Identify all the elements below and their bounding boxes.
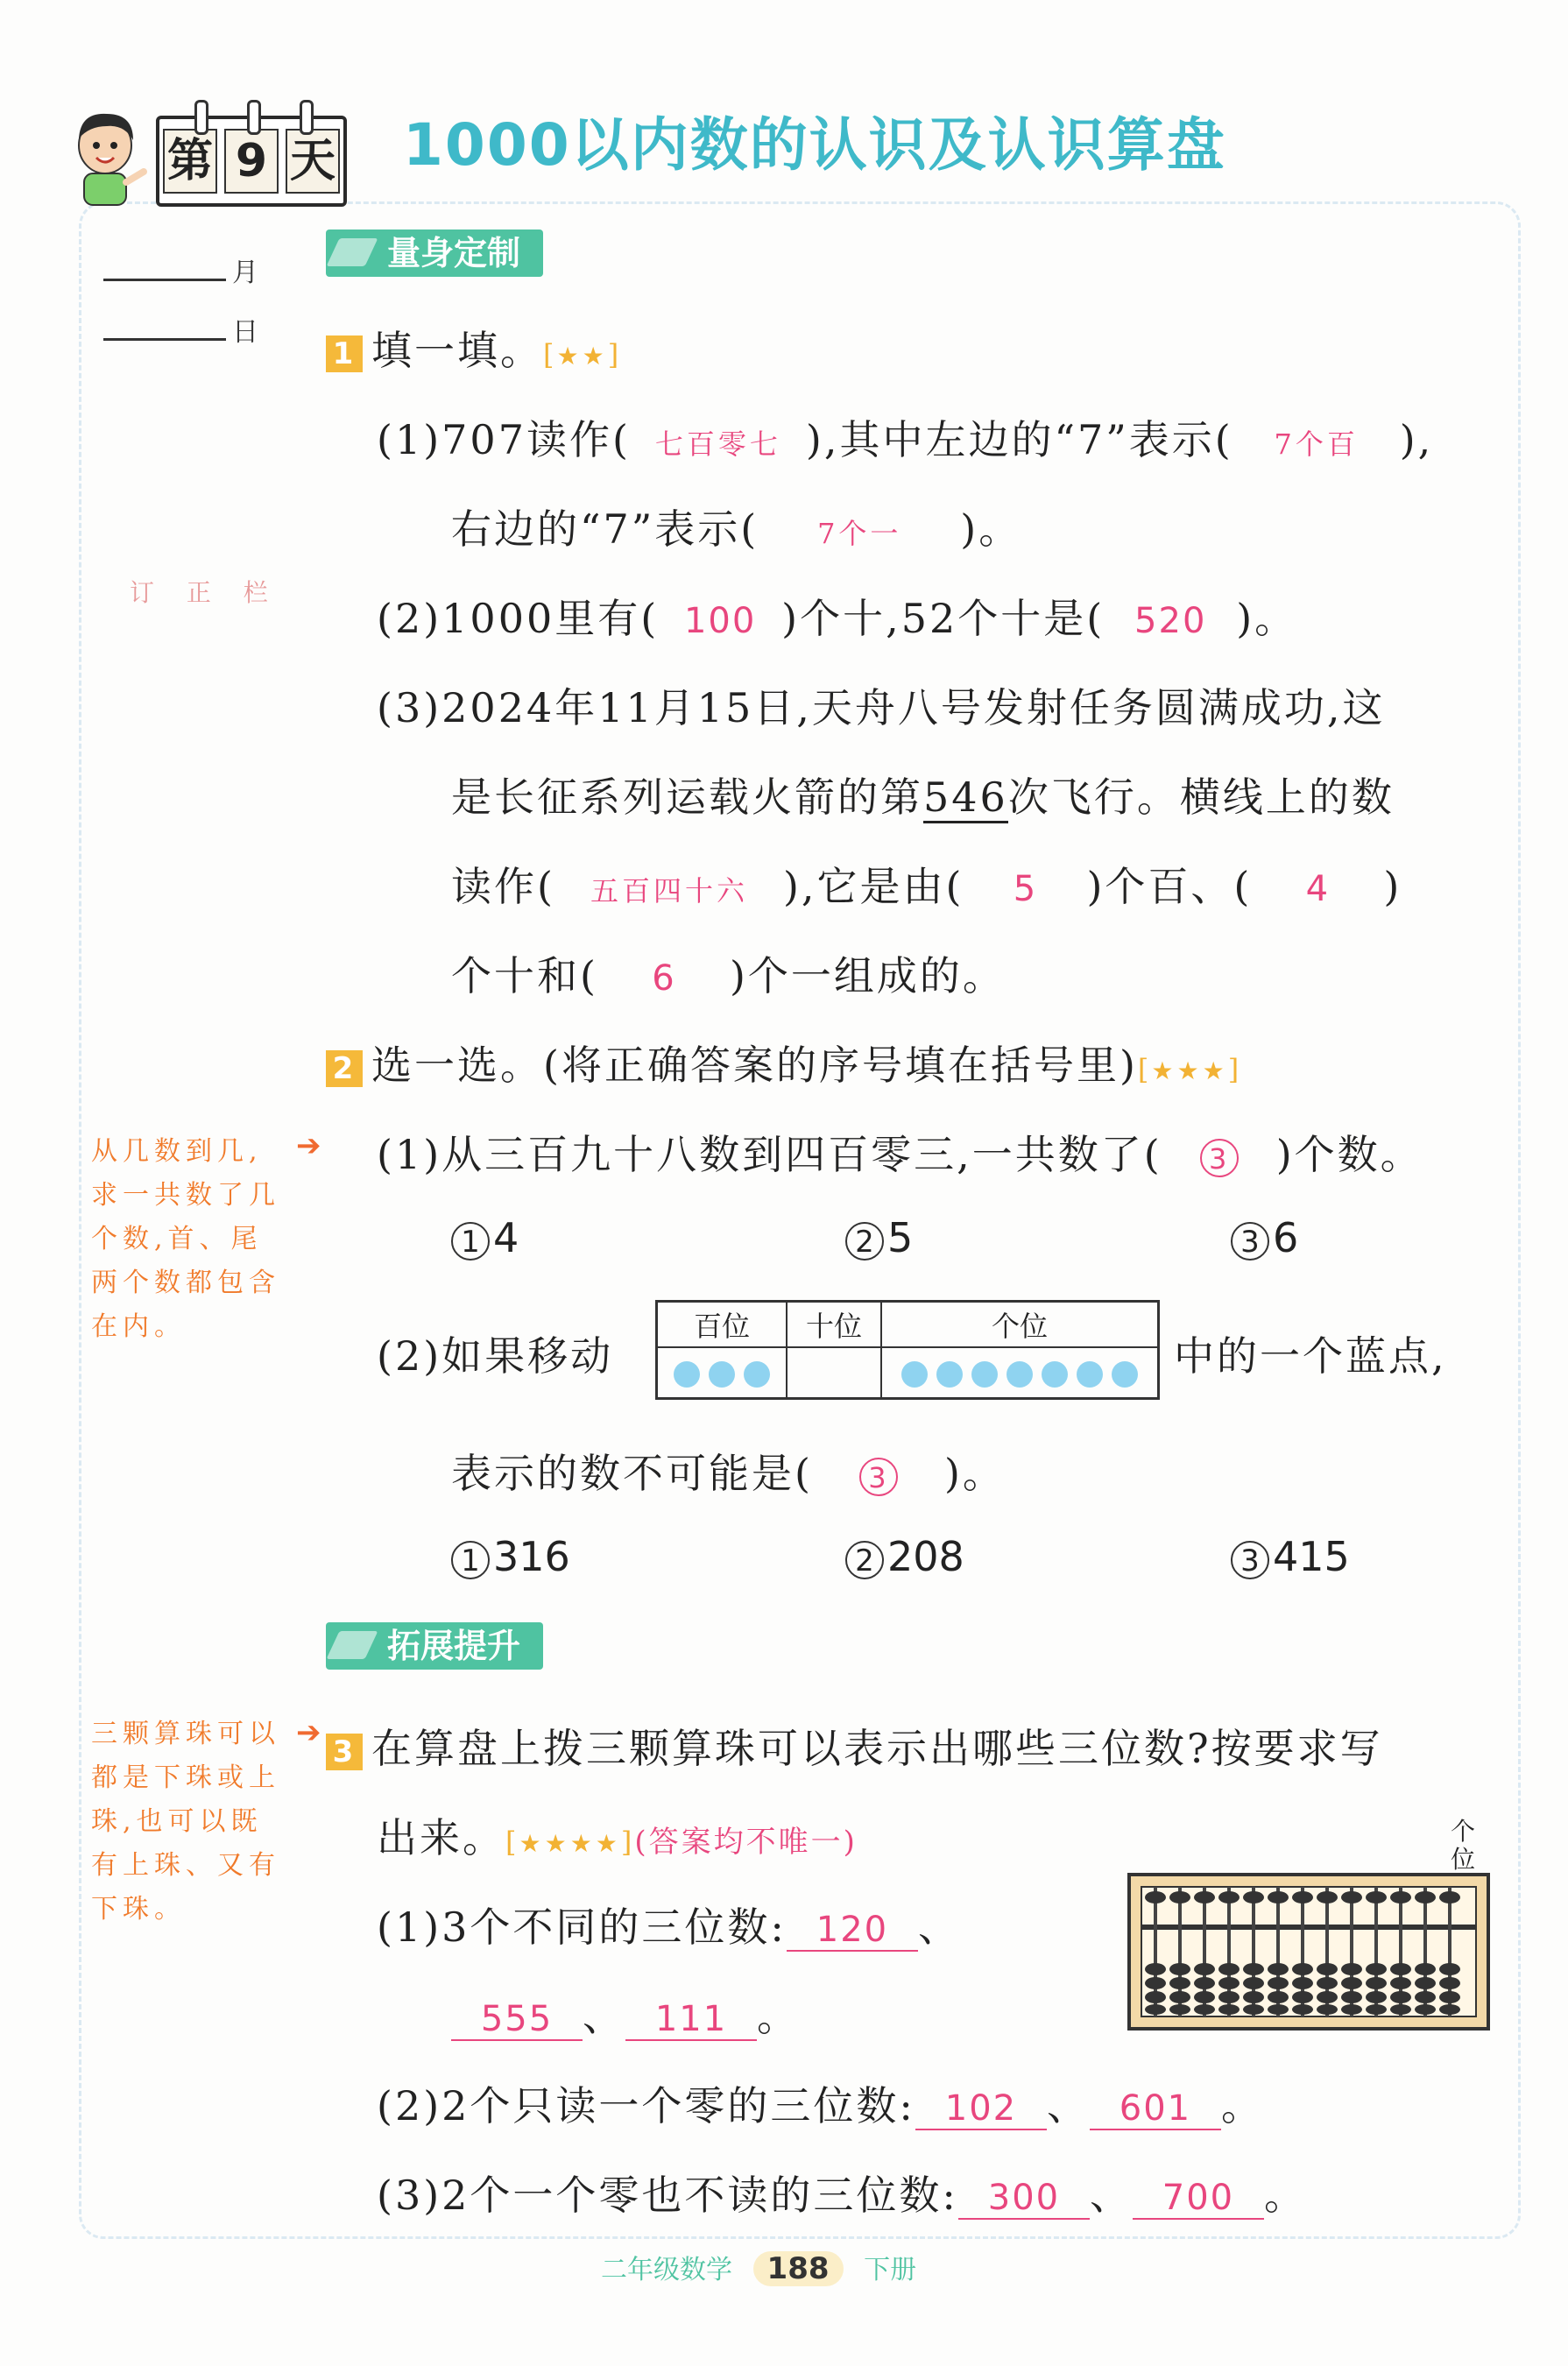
q3-heading (326, 1717, 1383, 1775)
q3-part1-line1: (1)3个不同的三位数: 120 、 (377, 1903, 961, 1951)
bead-dot[interactable] (1077, 1361, 1103, 1388)
answer-blank[interactable]: 102 (915, 2088, 1047, 2130)
header-ones: 个位 (881, 1302, 1159, 1347)
answer-blank[interactable]: 3 (1200, 1139, 1239, 1177)
arrow-right-icon: ➔ (296, 1715, 321, 1750)
hundreds-dots (657, 1347, 788, 1399)
answer-blank[interactable]: 100 (683, 601, 757, 641)
place-value-table (655, 1300, 1160, 1400)
q3-part3: (3)2个一个零也不读的三位数: 300 、 700 。 (377, 2172, 1307, 2219)
q3-part2: (2)2个只读一个零的三位数: 102 、 601 。 (377, 2082, 1264, 2129)
month-label: 月 (232, 258, 258, 288)
page-footer (601, 2248, 916, 2286)
answer-blank[interactable]: 601 (1090, 2088, 1221, 2130)
q1-title: 填一填。 (371, 327, 543, 374)
bead-dot[interactable] (901, 1361, 928, 1388)
q2-part2-lead: (2)如果移动 (377, 1332, 614, 1380)
answer-blank[interactable]: 五百四十六 (590, 874, 748, 908)
ones-dots (881, 1347, 1159, 1399)
correction-label: 订 正 栏 (130, 578, 280, 607)
answer-blank[interactable]: 5 (1013, 869, 1038, 909)
q1-part3-line3: 读作( 五百四十六 ),它是由( 5 )个百、( 4 ) (451, 863, 1402, 910)
answer-blank[interactable]: 555 (451, 1999, 583, 2041)
answer-blank[interactable]: 7个百 (1274, 427, 1359, 461)
q2-heading: 2 选一选。(将正确答案的序号填在括号里)[★★★] (326, 1034, 1241, 1091)
section-label: 拓展提升 (387, 1627, 521, 1665)
q2-p2-option-3[interactable]: 3 415 (1231, 1533, 1350, 1580)
q2-part2-tail: 中的一个蓝点, (1174, 1332, 1447, 1380)
pencil-icon (327, 1631, 378, 1659)
q1-part3-line2: 是长征系列运载火箭的第546次飞行。横线上的数 (451, 766, 1395, 823)
day-prefix: 第 (163, 129, 217, 194)
bead-dot[interactable] (1042, 1361, 1068, 1388)
answer-blank[interactable]: 520 (1134, 601, 1207, 641)
q2-p1-option-2[interactable]: 2 5 (845, 1214, 913, 1261)
q2-part2-line2: 表示的数不可能是( 3 )。 (451, 1450, 1006, 1497)
bead-dot[interactable] (936, 1361, 963, 1388)
answer-blank[interactable]: 111 (625, 1999, 757, 2041)
answer-blank[interactable]: 4 (1305, 869, 1331, 909)
difficulty-stars: ★★ (556, 342, 608, 371)
bead-dot[interactable] (709, 1361, 735, 1388)
bead-dot[interactable] (674, 1361, 700, 1388)
answer-blank[interactable]: 7个一 (817, 517, 902, 550)
q2-p2-option-2[interactable]: 2 208 (845, 1533, 964, 1580)
side-note-counting: 从几数到几,求一共数了几个数,首、尾两个数都包含在内。 (91, 1136, 280, 1342)
answer-note: (答案均不唯一) (634, 1825, 858, 1860)
day-label: 日 (232, 317, 258, 348)
q1-part1-line2: 右边的“7”表示( 7个一 )。 (451, 505, 1022, 553)
answer-blank[interactable]: 3 (859, 1458, 898, 1496)
question-number: 2 (326, 1050, 363, 1087)
month-blank[interactable] (103, 279, 226, 281)
answer-blank[interactable]: 700 (1133, 2178, 1264, 2220)
q1-part3-line1: (3)2024年11月15日,天舟八号发射任务圆满成功,这 (377, 684, 1386, 731)
header-hundreds: 百位 (657, 1302, 788, 1347)
day-blank[interactable] (103, 338, 226, 341)
pencil-icon (327, 238, 378, 266)
tens-dots (787, 1347, 881, 1399)
section-banner-extension (326, 1622, 543, 1670)
q2-part1: (1)从三百九十八数到四百零三,一共数了( 3 )个数。 (377, 1131, 1423, 1178)
answer-blank[interactable]: 七百零七 (654, 427, 781, 461)
bead-dot[interactable] (1112, 1361, 1138, 1388)
day-counter (156, 116, 347, 207)
side-note-beads: 三颗算珠可以都是下珠或上珠,也可以既有上珠、又有下珠。 (91, 1719, 280, 1925)
footer-volume: 下册 (864, 2255, 917, 2285)
q1-part2: (2)1000里有( 100 )个十,52个十是( 520 )。 (377, 595, 1298, 642)
q3-heading-line2: 出来。[★★★★](答案均不唯一) (377, 1814, 858, 1861)
difficulty-stars: ★★★ (1151, 1056, 1228, 1085)
answer-blank[interactable]: 300 (958, 2178, 1090, 2220)
header-tens: 十位 (787, 1302, 881, 1347)
q2-p2-option-1[interactable]: 1 316 (451, 1533, 570, 1580)
q1-part1-line1: (1)707读作( 七百零七 ),其中左边的“7”表示( 7个百 ), (377, 416, 1434, 463)
difficulty-stars: ★★★★ (519, 1829, 621, 1858)
day-number: 9 (224, 129, 279, 194)
day-suffix: 天 (286, 129, 340, 194)
footer-grade: 二年级数学 (601, 2255, 732, 2285)
bead-dot[interactable] (744, 1361, 770, 1388)
answer-blank[interactable]: 6 (652, 958, 676, 999)
boy-mascot-icon (63, 103, 151, 208)
q3-title: 在算盘上拨三颗算珠可以表示出哪些三位数?按要求写 (371, 1725, 1383, 1772)
question-number: 3 (326, 1734, 363, 1770)
abacus-image (1127, 1873, 1490, 2031)
page-number: 188 (753, 2251, 844, 2286)
q3-part1-line2: 555 、 111 。 (451, 1985, 800, 2043)
answer-blank[interactable]: 120 (787, 1910, 918, 1952)
question-number: 1 (326, 335, 363, 372)
section-label: 量身定制 (387, 234, 521, 272)
abacus-ones-label: 个位 (1450, 1817, 1475, 1874)
page-title: 1000以内数的认识及认识算盘 (403, 111, 1226, 179)
q1-heading: 1 填一填。[★★] (326, 319, 621, 377)
q1-part3-line4: 个十和( 6 )个一组成的。 (451, 952, 1006, 999)
bead-dot[interactable] (971, 1361, 998, 1388)
bead-dot[interactable] (1006, 1361, 1033, 1388)
q2-p1-option-3[interactable]: 3 6 (1231, 1214, 1298, 1261)
arrow-right-icon: ➔ (296, 1128, 321, 1163)
q2-title: 选一选。(将正确答案的序号填在括号里) (371, 1042, 1138, 1089)
section-banner-custom (326, 230, 543, 277)
underlined-number: 546 (923, 773, 1008, 823)
q2-p1-option-1[interactable]: 1 4 (451, 1214, 519, 1261)
